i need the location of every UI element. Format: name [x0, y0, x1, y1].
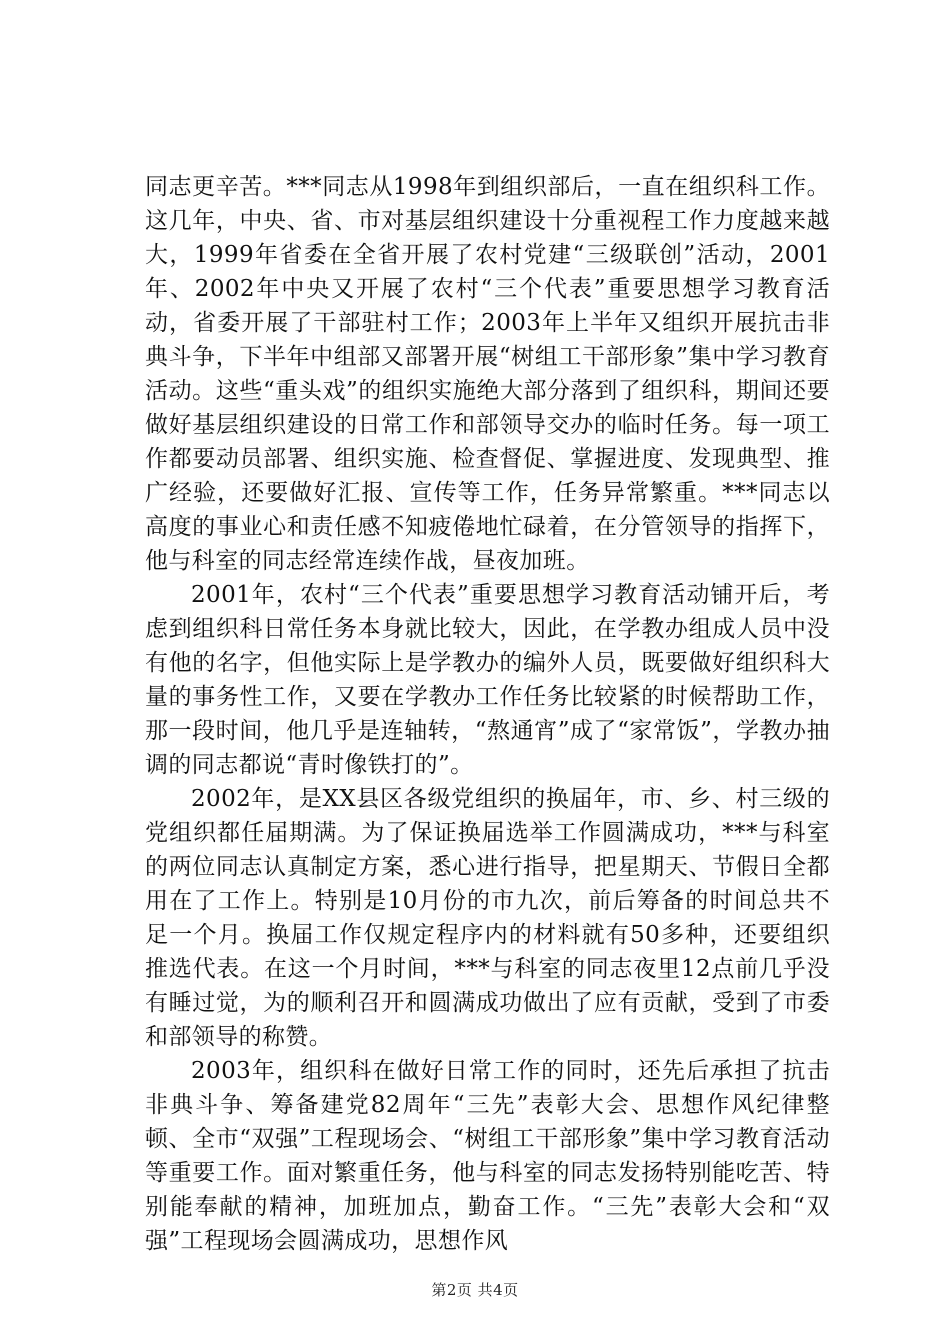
document-body	[145, 170, 830, 1258]
paragraph-continuation: 同志更辛苦。***同志从1998年到组织部后，一直在组织科工作。这几年，中央、省、市对基层组织建设十分重视程工作力度越来越大，1999年省委在全省开展了农村党建“三级联创”活动，2001年、2002年中央又开展了农村“三个代表”重要思想学习教育活动，省委开展了干部驻村工作；2003年上半年又组织开展抗击非典斗争，下半年中组部又部署开展“树组工干部形象”集中学习教育活动。这些“重头戏”的组织实施绝大部分落到了组织科，期间还要做好基层组织建设的日常工作和部领导交办的临时任务。每一项工作都要动员部署、组织实施、检查督促、掌握进度、发现典型、推广经验，还要做好汇报、宣传等工作，任务异常繁重。***同志以高度的事业心和责任感不知疲倦地忙碌着，在分管领导的指挥下，他与科室的同志经常连续作战，昼夜加班。	[145, 174, 830, 574]
paragraph-2003: 2003年，组织科在做好日常工作的同时，还先后承担了抗击非典斗争、筹备建党82周年“三先”表彰大会、思想作风纪律整顿、全市“双强”工程现场会、“树组工干部形象”集中学习教育活动等重要工作。面对繁重任务，他与科室的同志发扬特别能吃苦、特别能奉献的精神，加班加点，勤奋工作。“三先”表彰大会和“双强”工程现场会圆满成功，思想作风	[145, 1058, 830, 1254]
paragraph-2002: 2002年，是XX县区各级党组织的换届年，市、乡、村三级的党组织都任届期满。为了保证换届选举工作圆满成功，***与科室的两位同志认真制定方案，悉心进行指导，把星期天、节假日全都用在了工作上。特别是10月份的市九次，前后筹备的时间总共不足一个月。换届工作仅规定程序内的材料就有50多种，还要组织推选代表。在这一个月时间，***与科室的同志夜里12点前几乎没有睡过觉，为的顺利召开和圆满成功做出了应有贡献，受到了市委和部领导的称赞。	[145, 786, 830, 1050]
paragraph-2001: 2001年，农村“三个代表”重要思想学习教育活动铺开后，考虑到组织科日常任务本身就比较大，因此，在学教办组成人员中没有他的名字，但他实际上是学教办的编外人员，既要做好组织科大量的事务性工作，又要在学教办工作任务比较紧的时候帮助工作，那一段时间，他几乎是连轴转，“熬通宵”成了“家常饭”，学教办抽调的同志都说“青时像铁打的”。	[145, 582, 830, 778]
page-number-footer: 第2页 共4页	[431, 1281, 519, 1299]
